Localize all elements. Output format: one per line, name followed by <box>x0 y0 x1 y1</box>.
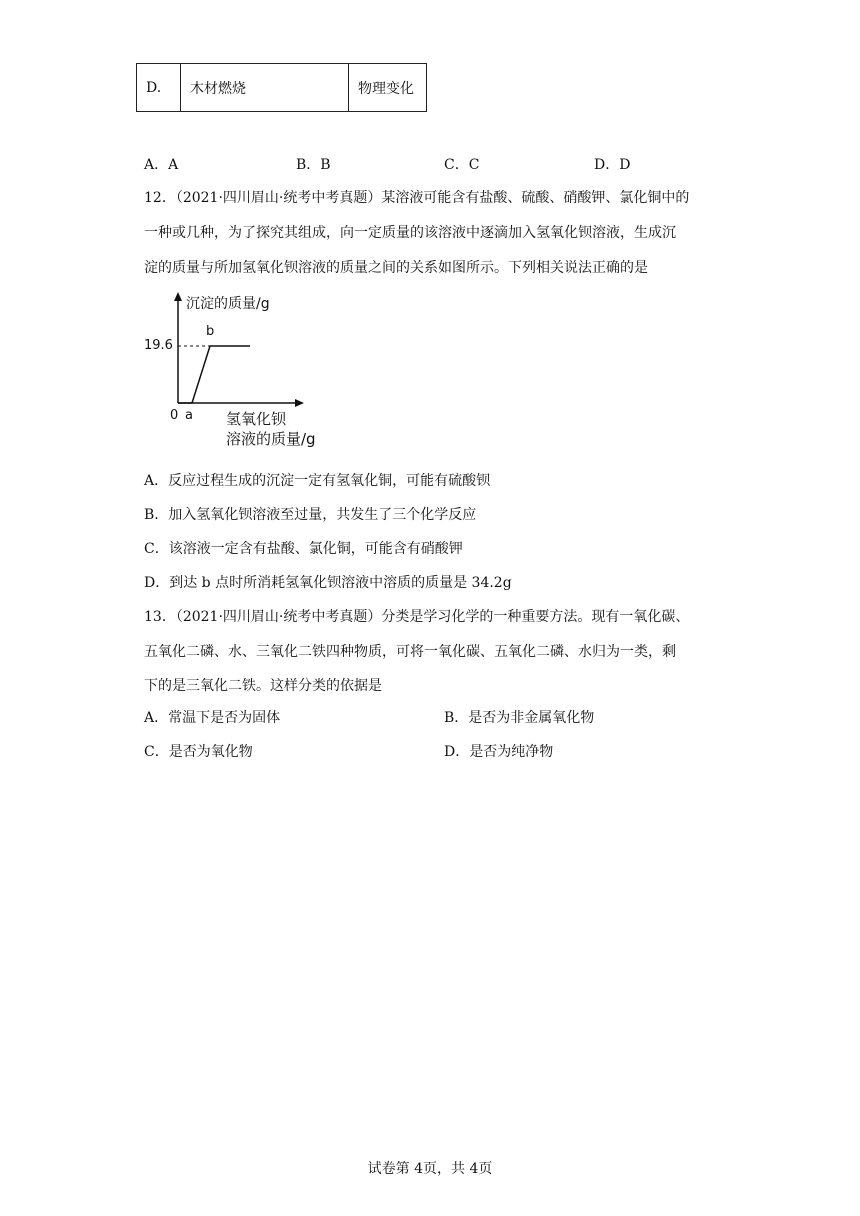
x-axis-label-line-1: 氢氧化钡 <box>226 410 287 428</box>
q13-stem-line-3: 下的是三氧化二铁。这样分类的依据是 <box>144 678 382 694</box>
q13-option-b[interactable]: B．是否为非金属氧化物 <box>444 710 595 726</box>
q11-option-a[interactable]: A．A <box>144 157 179 173</box>
y-value-label: 19.6 <box>144 338 173 353</box>
table-cell-classification: 物理变化 <box>349 64 427 112</box>
q12-option-d[interactable]: D．到达 b 点时所消耗氢氧化钡溶液中溶质的质量是 34.2g <box>144 575 512 591</box>
q12-stem-line-2: 一种或几种，为了探究其组成，向一定质量的该溶液中逐滴加入氢氧化钡溶液，生成沉 <box>144 225 676 241</box>
q13-option-a[interactable]: A．常温下是否为固体 <box>144 710 281 726</box>
y-axis-label: 沉淀的质量/g <box>186 296 270 312</box>
page-footer: 试卷第 4页，共 4页 <box>367 1161 493 1177</box>
y-axis-arrow-icon <box>174 292 182 301</box>
q12-stem-line-3: 淀的质量与所加氢氧化钡溶液的质量之间的关系如图所示。下列相关说法正确的是 <box>144 260 648 276</box>
q11-option-c[interactable]: C．C <box>444 157 480 173</box>
q11-options <box>144 154 744 174</box>
q12-option-c[interactable]: C．该溶液一定含有盐酸、氯化铜，可能含有硝酸钾 <box>144 541 463 557</box>
x-axis-arrow-icon <box>295 399 304 407</box>
q13-stem-line-1: 13．（2021·四川眉山·统考中考真题）分类是学习化学的一种重要方法。现有一氧化碳、 <box>144 609 690 625</box>
q11-option-b[interactable]: B．B <box>296 157 331 173</box>
point-b-label: b <box>206 324 215 339</box>
table-cell-item: 木材燃烧 <box>181 64 349 112</box>
q12-option-b[interactable]: B．加入氢氧化钡溶液至过量，共发生了三个化学反应 <box>144 507 477 523</box>
x-axis-label-line-2: 溶液的质量/g <box>226 430 316 448</box>
point-a-label: a <box>185 408 193 423</box>
origin-label: 0 <box>170 408 179 423</box>
table-cell-option: D. <box>137 64 181 112</box>
q12-stem-line-1: 12．（2021·四川眉山·统考中考真题）某溶液可能含有盐酸、硫酸、硝酸钾、氯化铜中的 <box>144 190 690 206</box>
q13-stem-line-2: 五氧化二磷、水、三氧化二铁四种物质，可将一氧化碳、五氧化二磷、水归为一类，剩 <box>144 644 676 660</box>
table-row <box>137 64 427 112</box>
q13-option-c[interactable]: C．是否为氧化物 <box>144 744 253 760</box>
q13-option-d[interactable]: D．是否为纯净物 <box>444 744 554 760</box>
precipitate-mass-graph <box>144 288 348 448</box>
q12-option-a[interactable]: A．反应过程生成的沉淀一定有氢氧化铜，可能有硫酸钡 <box>144 473 491 489</box>
classification-table <box>136 63 427 112</box>
precipitate-curve <box>178 346 250 403</box>
q11-option-d[interactable]: D．D <box>594 157 631 173</box>
